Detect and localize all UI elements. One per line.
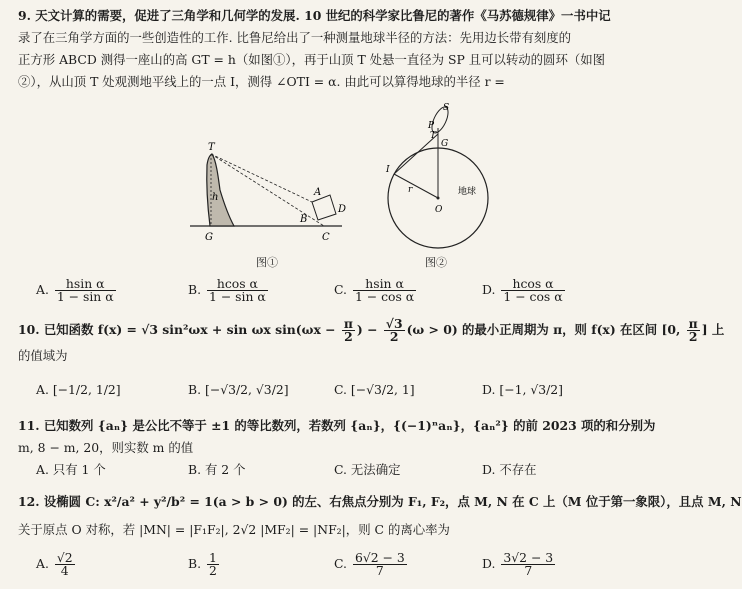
label-h: h [212,192,219,203]
label-T2: T [430,131,437,141]
q9-line-3: 正方形 ABCD 测得一座山的高 GT = h（如图①），再于山顶 T 处悬一直径为 SP 且可以转动的圆环（如图 [18,52,606,67]
sight-line-1 [211,154,312,202]
figure-2-earth-diagram [380,98,500,254]
figure-1-caption: 图① [256,256,278,269]
q10-option-b: B. [−√3/2, √3/2] [188,382,289,397]
q9-option-a: A. $\frac{\text{hsin α}}{\text{1 − sin α}}$ [36,276,114,304]
label-B: B [300,214,308,225]
square-abcd [312,195,336,220]
q12-line-1: 12. 设椭圆 C: x²/a² + y²/b² = 1(a > b > 0) 的左、右焦点分别为 F₁, F₂，点 M, N 在 C 上（M 位于第一象限），且点 M, N [18,494,742,509]
q10-line-1: 10. 已知函数 f(x) = √3 sin²ωx + sin ωx sin(ωx − $\frac{\pi}{2}$ ) − $\frac{√3}{2}$ (ω > 0) 的最小正周期为 π，则 f(x) 在区间 [0, $\frac{\pi}{2}$ ] 上 [18,316,725,344]
q9-option-b: B. $\frac{\text{hcos α}}{\text{1 − sin α}}$ [188,276,266,304]
label-A: A [314,187,322,198]
q9-line-4: ②），从山顶 T 处观测地平线上的一点 I，测得 ∠OTI = α. 由此可以算得地球的半径 r = [18,74,505,89]
q9-line-2: 录了在三角学方面的一些创造性的工作. 比鲁尼给出了一种测量地球半径的方法：先用边长带有刻度的 [18,30,572,45]
q9-option-d: D. $\frac{\text{hcos α}}{\text{1 − cos α}}$ [482,276,563,304]
q12-option-d: D. $\frac{3√2 - 3}{7}$ [482,550,554,578]
label-D: D [338,204,347,215]
q12-option-a: A. $\frac{√2}{4}$ [36,550,73,578]
q9-line-1: 9. 天文计算的需要，促进了三角学和几何学的发展. 10 世纪的科学家比鲁尼的著作《马苏德规律》一书中记 [18,8,611,23]
label-G2: G [441,139,449,149]
label-O: O [435,205,443,215]
q11-option-d: D. 不存在 [482,462,537,477]
q11-option-c: C. 无法确定 [334,462,401,477]
label-earth: 地球 [458,187,477,197]
q12-line-2: 关于原点 O 对称，若 |MN| = |F₁F₂|, 2√2 |MF₂| = |NF₂|，则 C 的离心率为 [18,522,450,537]
q11-line-2: m, 8 − m, 20，则实数 m 的值 [18,440,194,455]
label-S: S [443,103,450,113]
q10-option-c: C. [−√3/2, 1] [334,382,415,397]
q10-line-2: 的值域为 [18,348,68,363]
q10-option-d: D. [−1, √3/2] [482,382,564,397]
q12-option-c: C. $\frac{6√2 - 3}{7}$ [334,550,405,578]
q9-option-c: C. $\frac{\text{hsin α}}{\text{1 − cos α}}$ [334,276,415,304]
label-I: I [386,165,390,175]
label-P: P [428,121,435,131]
label-r: r [408,185,413,195]
radius-to-I [394,174,438,198]
center-point [437,197,440,200]
label-T: T [208,142,215,153]
q12-option-b: B. $\frac{1}{2}$ [188,550,217,578]
q11-option-b: B. 有 2 个 [188,462,246,477]
label-G: G [205,232,213,243]
figure-2-caption: 图② [425,256,447,269]
label-C: C [322,232,330,243]
q10-option-a: A. [−1/2, 1/2] [36,382,121,397]
q11-line-1: 11. 已知数列 {aₙ} 是公比不等于 ±1 的等比数列，若数列 {aₙ}，{(−1)ⁿaₙ}，{aₙ²} 的前 2023 项的和分别为 [18,418,656,433]
q11-option-a: A. 只有 1 个 [36,462,106,477]
figure-1-mountain-diagram [190,140,360,250]
